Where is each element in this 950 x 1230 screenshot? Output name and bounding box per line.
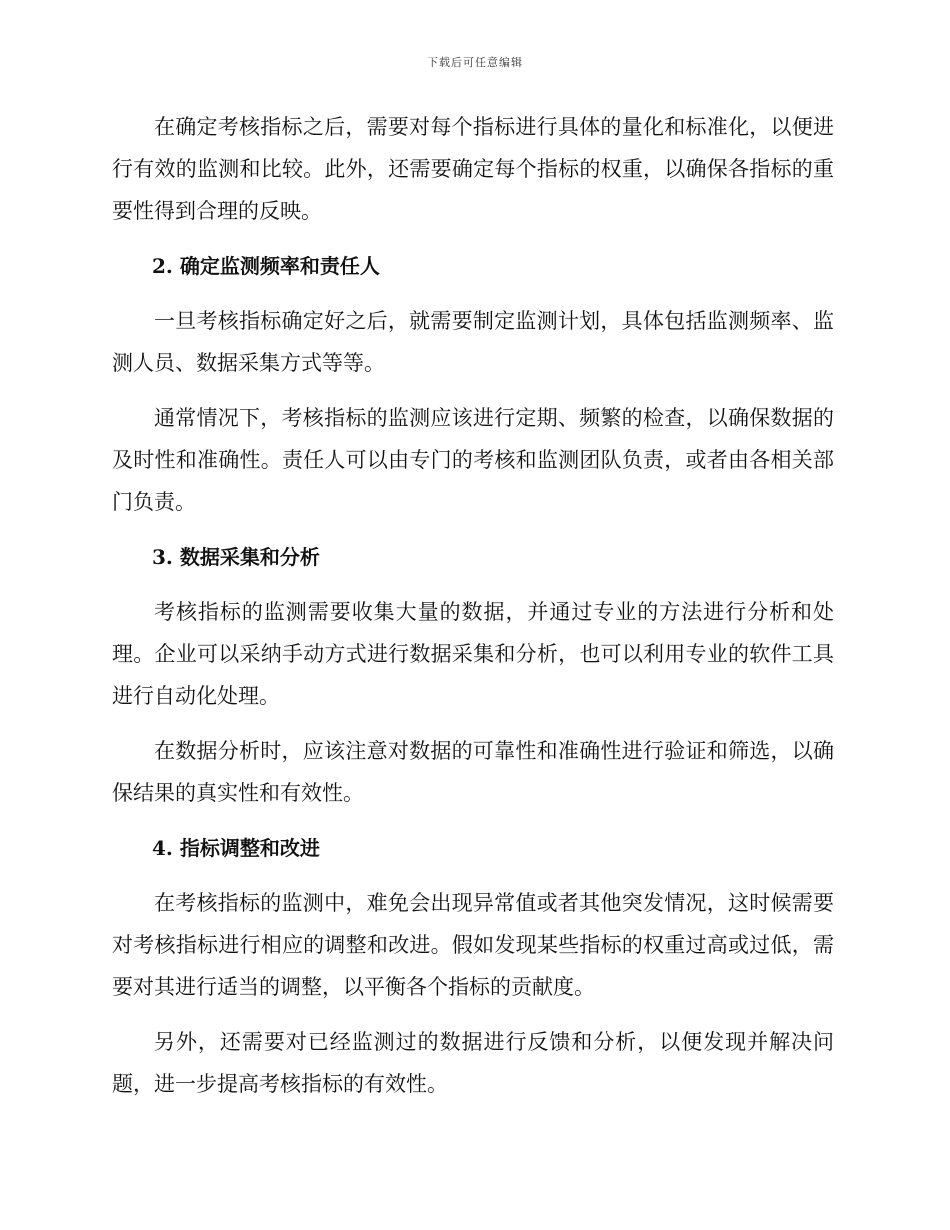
paragraph-responsibility: 通常情况下，考核指标的监测应该进行定期、频繁的检查，以确保数据的及时性和准确性。责任人可以由专门的考核和监测团队负责，或者由各相关部门负责。 xyxy=(112,406,834,514)
page-header: 下载后可任意编辑 xyxy=(427,56,523,69)
paragraph-data-collection: 考核指标的监测需要收集大量的数据，并通过专业的方法进行分析和处理。企业可以采纳手动方式进行数据采集和分析，也可以利用专业的软件工具进行自动化处理。 xyxy=(112,600,834,708)
paragraph-metric-quantification: 在确定考核指标之后，需要对每个指标进行具体的量化和标准化，以便进行有效的监测和比较。此外，还需要确定每个指标的权重，以确保各指标的重要性得到合理的反映。 xyxy=(112,115,834,223)
section-heading-adjustment: 4. 指标调整和改进 xyxy=(152,836,320,860)
paragraph-metric-adjustment: 在考核指标的监测中，难免会出现异常值或者其他突发情况，这时候需要对考核指标进行相应的调整和改进。假如发现某些指标的权重过高或过低，需要对其进行适当的调整，以平衡各个指标的贡献度。 xyxy=(112,891,834,999)
paragraph-feedback: 另外，还需要对已经监测过的数据进行反馈和分析，以便发现并解决问题，进一步提高考核指标的有效性。 xyxy=(112,1030,834,1096)
document-body xyxy=(112,106,834,1118)
section-heading-frequency: 2. 确定监测频率和责任人 xyxy=(152,254,380,278)
section-heading-data: 3. 数据采集和分析 xyxy=(152,545,320,569)
paragraph-monitoring-plan: 一旦考核指标确定好之后，就需要制定监测计划，具体包括监测频率、监测人员、数据采集方式等等。 xyxy=(112,309,834,375)
paragraph-data-validation: 在数据分析时，应该注意对数据的可靠性和准确性进行验证和筛选，以确保结果的真实性和有效性。 xyxy=(112,739,834,805)
